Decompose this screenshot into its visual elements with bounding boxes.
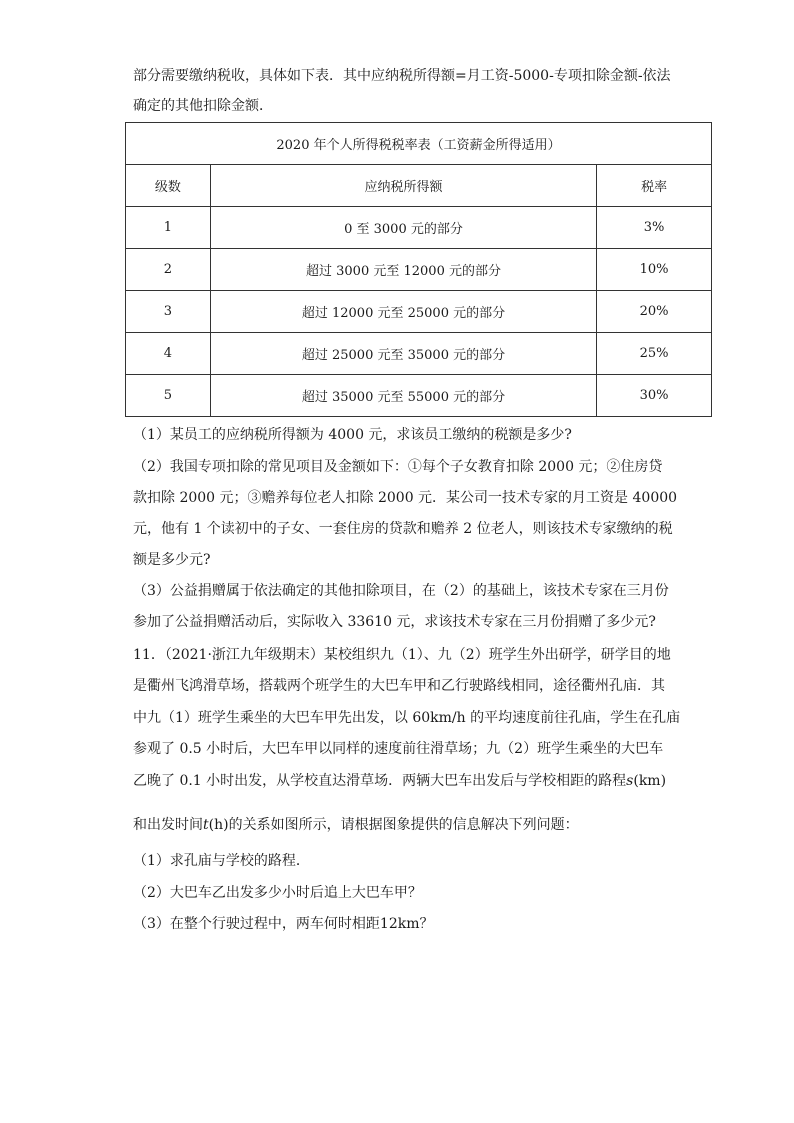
q10-part2-line4: 额是多少元? [133, 552, 211, 568]
q10-part3-line2: 参加了公益捐赠活动后，实际收入 33610 元，求该技术专家在三月份捐赠了多少元? [133, 614, 656, 630]
table-row [126, 375, 712, 417]
intro-line-2: 确定的其他扣除金额． [133, 98, 273, 114]
header-taxable-income: 应纳税所得额 [210, 165, 596, 207]
income-range-cell: 0 至 3000 元的部分 [210, 207, 596, 249]
q11-line1: 11．（2021·浙江九年级期末）某校组织九（1）、九（2）班学生外出研学，研学目的地 [133, 647, 671, 663]
level-cell: 2 [126, 249, 211, 291]
income-range-cell: 超过 3000 元至 12000 元的部分 [210, 249, 596, 291]
unit-h: (h) [208, 817, 229, 833]
q11-sub2: （2）大巴车乙出发多少小时后追上大巴车甲？ [133, 885, 422, 901]
q10-part2-line1: （2）我国专项扣除的常见项目及金额如下：①每个子女教育扣除 2000 元；②住房贷 [133, 459, 663, 475]
table-caption: 2020 年个人所得税税率表（工资薪金所得适用） [126, 123, 712, 165]
rate-cell: 30% [597, 375, 712, 417]
table-row [126, 291, 712, 333]
q11-line6-post: 的关系如图所示，请根据图象提供的信息解决下列问题： [228, 817, 579, 833]
income-range-cell: 超过 35000 元至 55000 元的部分 [210, 375, 596, 417]
q11-line5 [133, 771, 666, 791]
unit-km: (km) [633, 773, 667, 789]
level-cell: 3 [126, 291, 211, 333]
q10-part2-line2: 款扣除 2000 元；③赡养每位老人扣除 2000 元．某公司一技术专家的月工资是 40000 [133, 490, 678, 506]
variable-s: s [626, 773, 634, 789]
rate-cell: 3% [597, 207, 712, 249]
q11-line3: 中九（1）班学生乘坐的大巴车甲先出发，以 60km/h 的平均速度前往孔庙，学生在孔庙 [133, 710, 681, 726]
q11-line4: 参观了 0.5 小时后，大巴车甲以同样的速度前往滑草场；九（2）班学生乘坐的大巴车 [133, 741, 664, 757]
income-range-cell: 超过 12000 元至 25000 元的部分 [210, 291, 596, 333]
q11-sub3: （3）在整个行驶过程中，两车何时相距12km？ [133, 916, 434, 932]
q11-line6 [133, 815, 579, 835]
q11-line2: 是衢州飞鸿滑草场，搭载两个班学生的大巴车甲和乙行驶路线相同，途径衢州孔庙．其 [133, 678, 665, 694]
q11-line5-text: 乙晚了 0.1 小时出发，从学校直达滑草场．两辆大巴车出发后与学校相距的路程 [133, 773, 627, 789]
level-cell: 4 [126, 333, 211, 375]
header-level: 级数 [126, 165, 211, 207]
header-tax-rate: 税率 [597, 165, 712, 207]
intro-line-1: 部分需要缴纳税收，具体如下表．其中应纳税所得额=月工资-5000-专项扣除金额-依法 [133, 68, 671, 84]
q10-part1: （1）某员工的应纳税所得额为 4000 元，求该员工缴纳的税额是多少? [133, 427, 572, 443]
level-cell: 5 [126, 375, 211, 417]
q11-sub1: （1）求孔庙与学校的路程． [133, 853, 310, 869]
table-row [126, 249, 712, 291]
tax-rate-table [125, 122, 712, 417]
table-caption-row [126, 123, 712, 165]
rate-cell: 25% [597, 333, 712, 375]
q10-part3-line1: （3）公益捐赠属于依法确定的其他扣除项目，在（2）的基础上，该技术专家在三月份 [133, 583, 669, 599]
table-header-row [126, 165, 712, 207]
rate-cell: 20% [597, 291, 712, 333]
q11-line6-pre: 和出发时间 [133, 817, 203, 833]
variable-t: t [203, 817, 209, 833]
q10-part2-line3: 元，他有 1 个读初中的子女、一套住房的贷款和赡养 2 位老人，则该技术专家缴纳的税 [133, 521, 673, 537]
table-row [126, 333, 712, 375]
income-range-cell: 超过 25000 元至 35000 元的部分 [210, 333, 596, 375]
rate-cell: 10% [597, 249, 712, 291]
table-row [126, 207, 712, 249]
level-cell: 1 [126, 207, 211, 249]
